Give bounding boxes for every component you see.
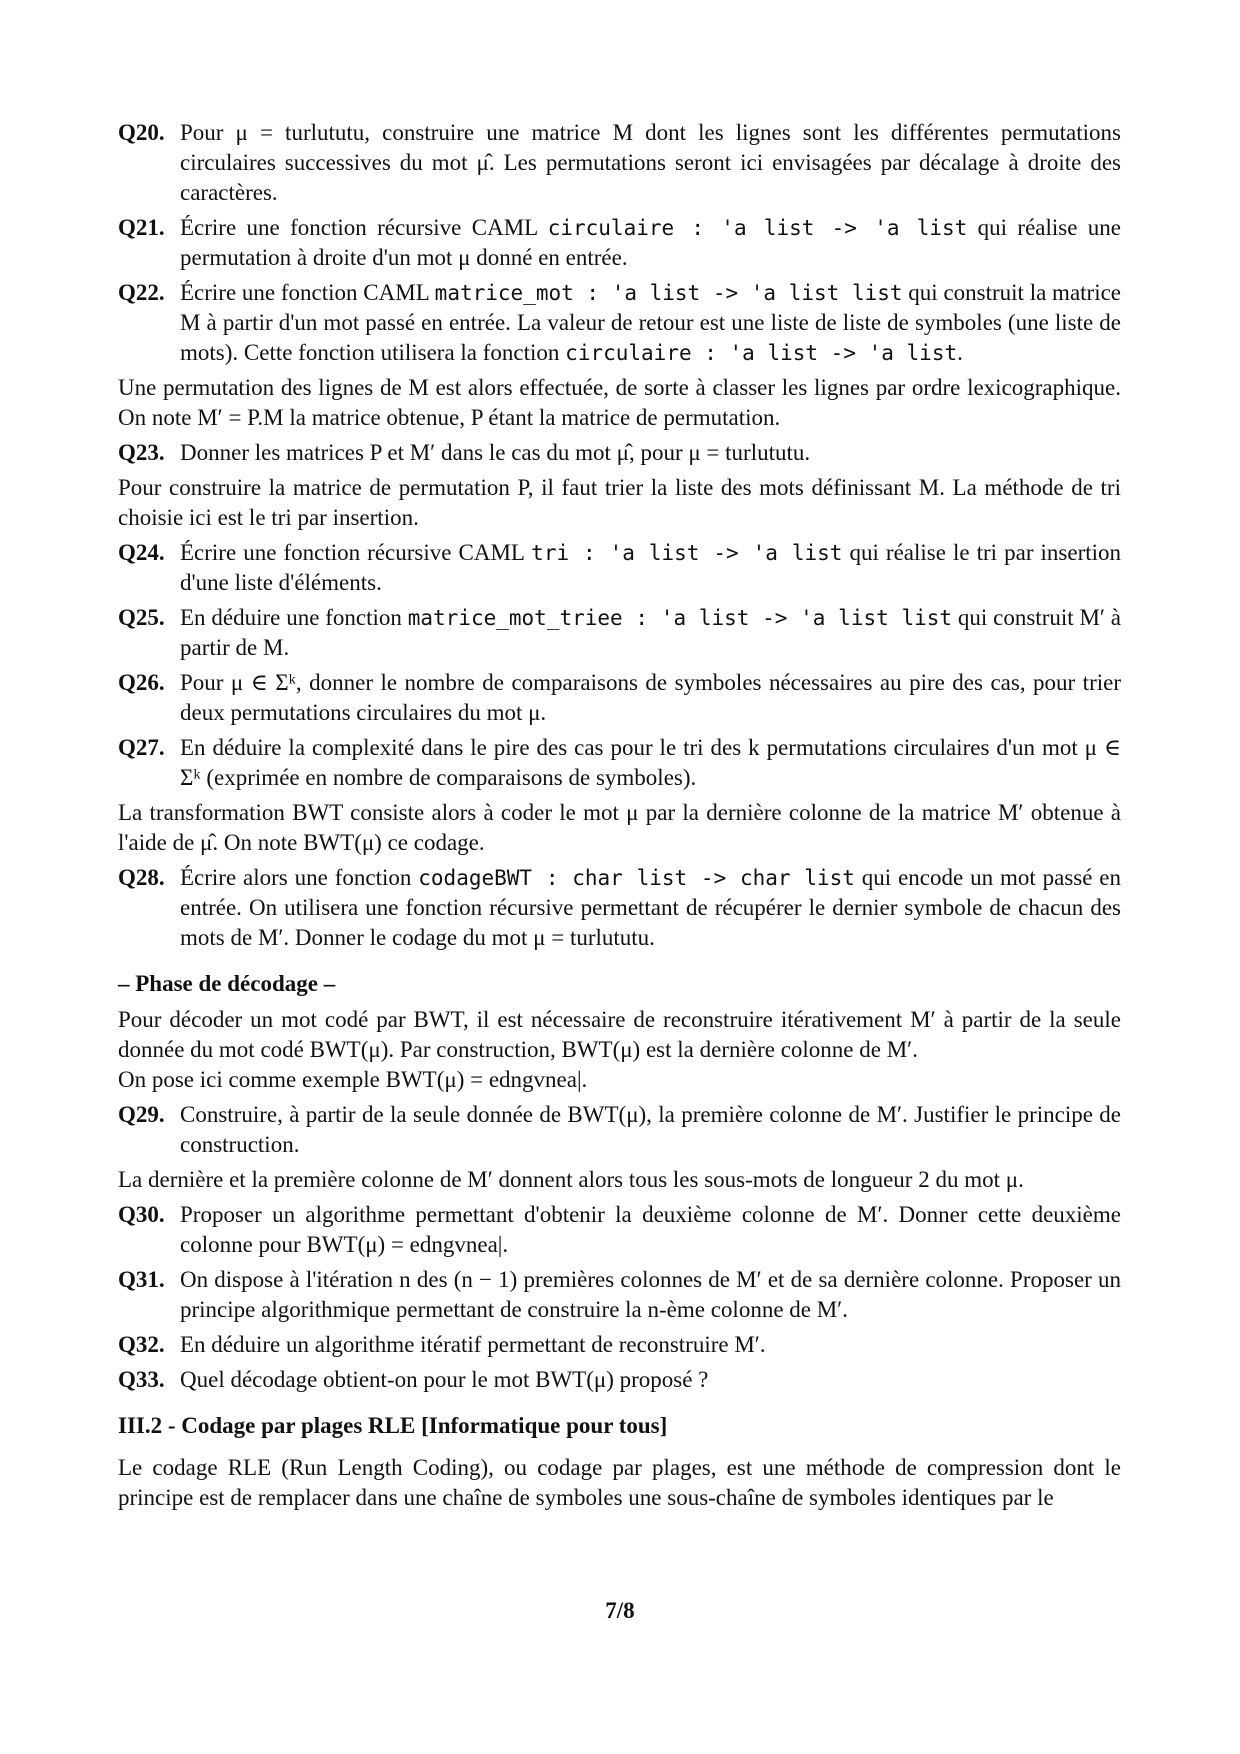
text-segment: qui réalise une permutation à droite d'un mot μ donné en entrée. <box>180 215 1122 270</box>
question-text: Proposer un algorithme permettant d'obtenir la deuxième colonne de M′. Donner cette deuxième colonne pour BWT(μ) = edngvnea|. <box>180 1202 1121 1257</box>
text-segment: qui réalise le tri par insertion d'une liste d'éléments. <box>180 540 1122 595</box>
paragraph: On pose ici comme exemple BWT(μ) = edngvnea|. <box>118 1067 588 1092</box>
question-label: Q28. <box>118 865 165 890</box>
paragraph: La transformation BWT consiste alors à coder le mot μ par la dernière colonne de la matrice M′ obtenue à l'aide de μ̂. On note BWT(μ) ce codage. <box>118 800 1121 855</box>
text-segment: Écrire une fonction récursive CAML <box>180 540 525 565</box>
text-segment: Écrire alors une fonction <box>180 865 412 890</box>
code-signature: tri : 'a list -> 'a list <box>531 541 843 565</box>
question-text: Pour μ ∈ Σᵏ, donner le nombre de comparaisons de symboles nécessaires au pire des cas, pour trier deux permutations circulaires du mot μ. <box>180 670 1121 725</box>
question-text: Construire, à partir de la seule donnée de BWT(μ), la première colonne de M′. Justifier le principe de construction. <box>180 1102 1121 1157</box>
text-segment: . <box>957 340 963 365</box>
code-signature: matrice_mot : 'a list -> 'a list list <box>434 281 903 305</box>
question-text <box>180 603 1121 663</box>
question-32 <box>118 1330 1121 1360</box>
paragraph: Le codage RLE (Run Length Coding), ou codage par plages, est une méthode de compression dont le principe est de remplacer dans une chaîne de symboles une sous-chaîne de symboles identiques par le <box>118 1455 1121 1510</box>
question-text: Donner les matrices P et M′ dans le cas du mot μ̂, pour μ = turlututu. <box>180 440 811 465</box>
code-signature: matrice_mot_triee : 'a list -> 'a list list <box>407 606 953 630</box>
question-label: Q26. <box>118 670 165 695</box>
paragraph: Une permutation des lignes de M est alors effectuée, de sorte à classer les lignes par ordre lexicographique. On note M′ = P.M la matrice obtenue, P étant la matrice de permutation. <box>118 375 1121 430</box>
text-segment: qui construit la matrice M à partir d'un mot passé en entrée. La valeur de retour est une liste de liste de symboles (une liste de mots). Cette fonction utilisera la fonction <box>180 280 1122 365</box>
paragraph: La dernière et la première colonne de M′ donnent alors tous les sous-mots de longueur 2 du mot μ. <box>118 1167 1024 1192</box>
text-segment: En déduire une fonction <box>180 605 402 630</box>
section-heading-decodage: – Phase de décodage – <box>118 971 336 996</box>
page-number: 7/8 <box>605 1598 635 1623</box>
question-label: Q24. <box>118 540 165 565</box>
text-segment: qui construit M′ à partir de M. <box>180 605 1122 660</box>
text-segment: qui encode un mot passé en entrée. On utilisera une fonction récursive permettant de récupérer le dernier symbole de chacun des mots de M′. Donner le codage du mot μ = turlututu. <box>180 865 1122 950</box>
question-27 <box>118 733 1121 793</box>
question-30 <box>118 1200 1121 1260</box>
code-signature: circulaire : 'a list -> 'a list <box>565 341 958 365</box>
question-text <box>180 538 1121 598</box>
question-24 <box>118 538 1121 598</box>
question-label: Q20. <box>118 120 165 145</box>
text-segment: Écrire une fonction récursive CAML <box>180 215 538 240</box>
question-20 <box>118 118 1121 208</box>
question-25 <box>118 603 1121 663</box>
question-text: En déduire la complexité dans le pire des cas pour le tri des k permutations circulaires d'un mot μ ∈ Σᵏ (exprimée en nombre de comparaisons de symboles). <box>180 735 1121 790</box>
paragraph: Pour décoder un mot codé par BWT, il est nécessaire de reconstruire itérativement M′ à partir de la seule donnée du mot codé BWT(μ). Par construction, BWT(μ) est la dernière colonne de M′. <box>118 1007 1121 1062</box>
page-content <box>118 118 1121 1518</box>
question-label: Q27. <box>118 735 165 760</box>
code-signature: circulaire : 'a list -> 'a list <box>547 216 968 240</box>
question-label: Q32. <box>118 1332 165 1357</box>
question-label: Q22. <box>118 280 165 305</box>
question-21 <box>118 213 1121 273</box>
question-text <box>180 863 1121 953</box>
question-text <box>180 278 1121 368</box>
subsection-heading-rle: III.2 - Codage par plages RLE [Informatique pour tous] <box>118 1413 668 1438</box>
paragraph: Pour construire la matrice de permutation P, il faut trier la liste des mots définissant M. La méthode de tri choisie ici est le tri par insertion. <box>118 475 1121 530</box>
question-label: Q30. <box>118 1202 165 1227</box>
question-33 <box>118 1365 1121 1395</box>
code-signature: codageBWT : char list -> char list <box>418 866 855 890</box>
question-text: Pour μ = turlututu, construire une matrice M dont les lignes sont les différentes permutations circulaires successives du mot μ̂. Les permutations seront ici envisagées par décalage à droite des caractères. <box>180 120 1121 205</box>
question-31 <box>118 1265 1121 1325</box>
question-label: Q33. <box>118 1367 165 1392</box>
question-label: Q23. <box>118 440 165 465</box>
question-label: Q21. <box>118 215 165 240</box>
question-label: Q29. <box>118 1102 165 1127</box>
question-text: En déduire un algorithme itératif permettant de reconstruire M′. <box>180 1332 766 1357</box>
question-28 <box>118 863 1121 953</box>
question-22 <box>118 278 1121 368</box>
question-label: Q31. <box>118 1267 165 1292</box>
question-23 <box>118 438 1121 468</box>
question-29 <box>118 1100 1121 1160</box>
question-label: Q25. <box>118 605 165 630</box>
question-text <box>180 213 1121 273</box>
question-26 <box>118 668 1121 728</box>
question-text: Quel décodage obtient-on pour le mot BWT(μ) proposé ? <box>180 1367 709 1392</box>
text-segment: Écrire une fonction CAML <box>180 280 429 305</box>
question-text: On dispose à l'itération n des (n − 1) premières colonnes de M′ et de sa dernière colonne. Proposer un principe algorithmique permettant de construire la n-ème colonne de M′. <box>180 1267 1121 1322</box>
